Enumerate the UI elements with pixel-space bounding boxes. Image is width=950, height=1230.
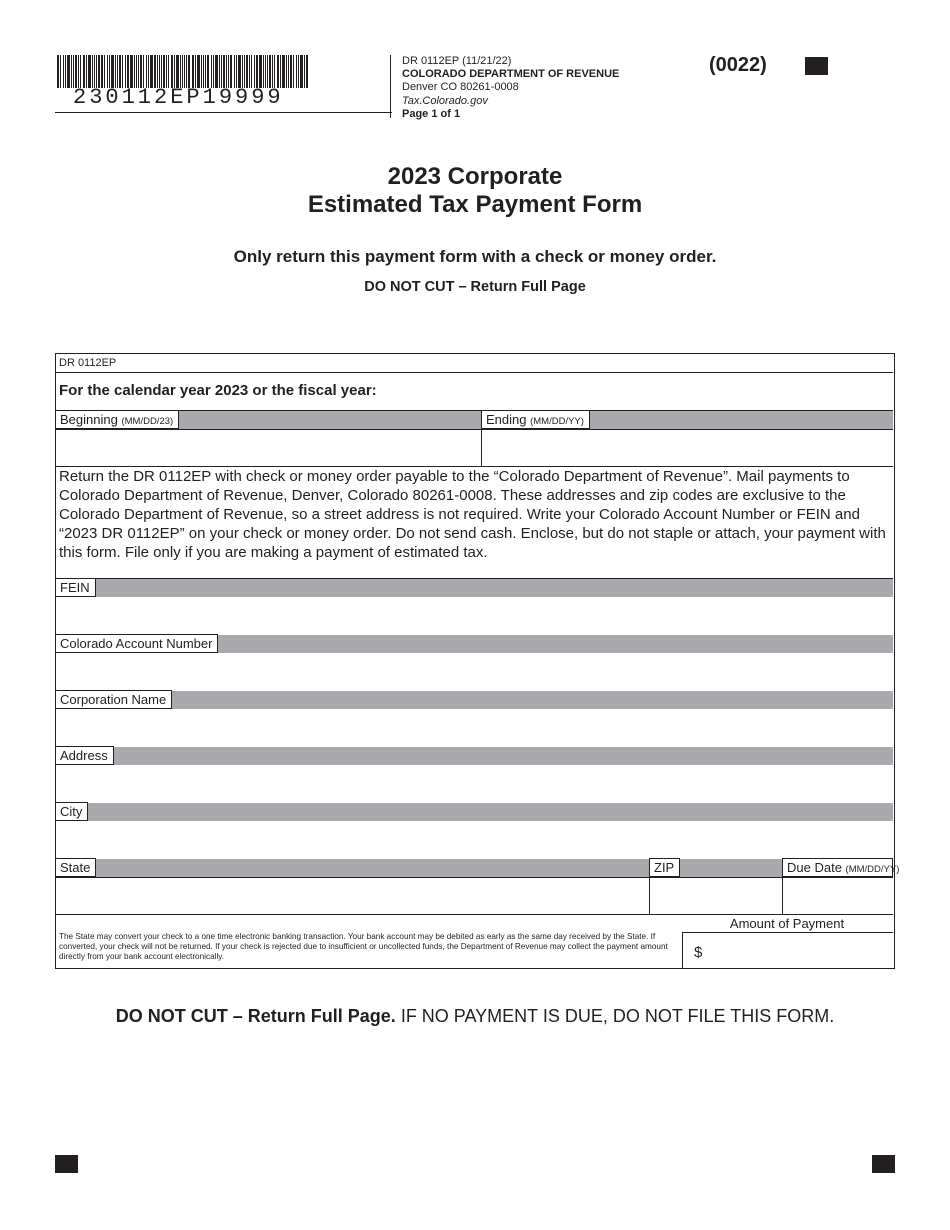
barcode-bar: [246, 55, 248, 88]
payment-form: [55, 353, 900, 969]
form-id: DR 0112EP (11/21/22): [402, 55, 512, 67]
barcode-bar: [192, 55, 194, 88]
barcode-bar: [65, 55, 66, 88]
state-label: State: [56, 858, 96, 877]
barcode-bar: [166, 55, 167, 88]
barcode-bar: [119, 55, 121, 88]
barcode-bar: [115, 55, 116, 88]
barcode-bar: [211, 55, 212, 88]
barcode-bar: [259, 55, 262, 88]
barcode-bar: [88, 55, 91, 88]
barcode-bar: [293, 55, 294, 88]
barcode-bar: [92, 55, 93, 88]
subtitle: Only return this payment form with a check or money order.: [233, 247, 717, 266]
barcode-bar: [94, 55, 95, 88]
beginning-date-field[interactable]: [59, 434, 474, 462]
barcode-bar: [304, 55, 305, 88]
zip-field[interactable]: [653, 881, 778, 911]
barcode-bar: [138, 55, 139, 88]
form-code: (0022): [709, 54, 767, 76]
year-heading: For the calendar year 2023 or the fiscal year:: [59, 382, 377, 399]
barcode-bar: [182, 55, 183, 88]
barcode-bar: [269, 55, 271, 88]
form-tag: DR 0112EP: [59, 357, 117, 369]
barcode-bar: [111, 55, 114, 88]
registration-mark-top-right: [805, 57, 828, 75]
ending-label: Ending (MM/DD/YY): [481, 410, 590, 429]
department-website: Tax.Colorado.gov: [402, 94, 488, 107]
amount-of-payment-label: Amount of Payment: [729, 916, 845, 931]
barcode-bar: [242, 55, 243, 88]
barcode-bar: [228, 55, 229, 88]
city-field[interactable]: [59, 825, 889, 857]
barcode-bar: [168, 55, 169, 88]
barcode-bar: [146, 55, 147, 88]
barcode-bar: [205, 55, 206, 88]
barcode-bar: [188, 55, 190, 88]
barcode-bar: [127, 55, 129, 88]
barcode-bar: [300, 55, 303, 88]
state-field[interactable]: [59, 881, 644, 911]
form-header: [390, 55, 619, 118]
address-label: Address: [56, 746, 114, 765]
barcode-bar: [223, 55, 225, 88]
barcode-bar: [244, 55, 245, 88]
barcode-bar: [159, 55, 160, 88]
barcode-bar: [98, 55, 100, 88]
zip-label: ZIP: [649, 858, 680, 877]
barcode-bar: [197, 55, 200, 88]
corporation-name-field[interactable]: [59, 713, 889, 745]
fein-field[interactable]: [59, 601, 889, 633]
barcode-bar: [63, 55, 64, 88]
barcode-bar: [230, 55, 232, 88]
barcode-bar: [104, 55, 105, 88]
city-label: City: [56, 802, 88, 821]
barcode-bar: [174, 55, 175, 88]
barcode-area: [55, 55, 392, 113]
barcode-bar: [161, 55, 162, 88]
barcode-bar: [207, 55, 209, 88]
barcode-bar: [180, 55, 181, 88]
barcode-bar: [213, 55, 214, 88]
barcode-bar: [251, 55, 252, 88]
registration-mark-bottom-left: [55, 1155, 78, 1173]
barcode-bar: [171, 55, 173, 88]
page-number: Page 1 of 1: [402, 107, 461, 120]
barcode-bar: [136, 55, 137, 88]
barcode-bar: [86, 55, 87, 88]
barcode-bar: [67, 55, 70, 88]
barcode-bar: [143, 55, 144, 88]
account-number-field[interactable]: [59, 657, 889, 689]
barcode-bar: [238, 55, 241, 88]
barcode-bar: [286, 55, 287, 88]
page-title: [0, 163, 950, 219]
barcode-bar: [288, 55, 289, 88]
barcode-bar: [306, 55, 308, 88]
barcode-bar: [219, 55, 220, 88]
barcode-bar: [195, 55, 196, 88]
barcode-bar: [96, 55, 97, 88]
barcode-bar: [107, 55, 108, 88]
due-date-label: Due Date (MM/DD/YY): [782, 858, 893, 877]
barcode-bar: [130, 55, 133, 88]
barcode-bar: [221, 55, 222, 88]
barcode-bar: [272, 55, 273, 88]
barcode-bar: [150, 55, 153, 88]
barcode-bar: [71, 55, 72, 88]
barcode-bar: [226, 55, 227, 88]
barcode-bar: [215, 55, 218, 88]
do-not-cut-notice: DO NOT CUT – Return Full Page: [364, 279, 586, 295]
barcode-bar: [157, 55, 158, 88]
barcode-bar: [186, 55, 187, 88]
department-address: Denver CO 80261-0008: [402, 81, 519, 94]
barcode-bar: [296, 55, 297, 88]
beginning-label: Beginning (MM/DD/23): [56, 410, 179, 429]
barcode-bar: [109, 55, 110, 88]
barcode-bar: [117, 55, 118, 88]
ending-date-field[interactable]: [486, 434, 886, 462]
barcode-number: 230112EP19999: [73, 85, 284, 110]
amount-of-payment-field[interactable]: [711, 937, 889, 965]
footer-bold-text: DO NOT CUT – Return Full Page.: [115, 1006, 396, 1026]
corporation-name-label: Corporation Name: [56, 690, 172, 709]
barcode-bar: [249, 55, 250, 88]
dollar-sign: $: [694, 944, 703, 961]
barcode-bar: [83, 55, 85, 88]
barcode-bar: [154, 55, 156, 88]
barcode-image: [57, 55, 312, 88]
barcode-bar: [148, 55, 149, 88]
barcode-bar: [57, 55, 59, 88]
barcode-bar: [101, 55, 103, 88]
check-conversion-disclaimer: The State may convert your check to a one time electronic banking transaction. Your bank account may be debited as early as the same day received by the State. If converted, your check will not be returned. If your check is rejected due to insufficient or uncollected funds, the Department of Revenue may collect the payment amount directly from your bank account electronically.: [59, 932, 668, 961]
department-name: COLORADO DEPARTMENT OF REVENUE: [402, 68, 620, 81]
instructions-text: Return the DR 0112EP with check or money order payable to the “Colorado Department of Revenue”. Mail payments to Colorado Department of Revenue, Denver, Colorado 80261-0008. These addresses and zip codes are exclusive to the Colorado Department of Revenue, so a street address is not required. Write your Colorado Account Number or FEIN and “2023 DR 0112EP” on your check or money order. Do not send cash. Enclose, but do not staple or attach, your payment with this form. File only if you are making a payment of estimated tax.: [59, 468, 886, 561]
barcode-bar: [236, 55, 237, 88]
barcode-bar: [267, 55, 268, 88]
barcode-bar: [290, 55, 292, 88]
registration-mark-bottom-right: [872, 1155, 895, 1173]
title-line-2: Estimated Tax Payment Form: [307, 191, 643, 218]
barcode-bar: [256, 55, 258, 88]
barcode-bar: [201, 55, 202, 88]
barcode-bar: [122, 55, 123, 88]
barcode-bar: [140, 55, 142, 88]
account-number-label: Colorado Account Number: [56, 634, 218, 653]
barcode-bar: [282, 55, 285, 88]
footer-normal-text: IF NO PAYMENT IS DUE, DO NOT FILE THIS FORM.: [395, 1006, 835, 1026]
fein-label: FEIN: [56, 578, 96, 597]
barcode-bar: [134, 55, 135, 88]
barcode-bar: [254, 55, 255, 88]
barcode-bar: [78, 55, 79, 88]
footer-notice: [0, 1006, 950, 1027]
barcode-bar: [263, 55, 264, 88]
title-line-1: 2023 Corporate: [387, 163, 563, 190]
barcode-bar: [80, 55, 81, 88]
barcode-bar: [203, 55, 204, 88]
due-date-field[interactable]: [786, 881, 889, 911]
barcode-bar: [125, 55, 126, 88]
barcode-bar: [265, 55, 266, 88]
barcode-bar: [280, 55, 281, 88]
barcode-bar: [163, 55, 165, 88]
barcode-bar: [75, 55, 77, 88]
barcode-bar: [73, 55, 74, 88]
address-field[interactable]: [59, 769, 889, 801]
barcode-bar: [274, 55, 275, 88]
barcode-bar: [234, 55, 235, 88]
barcode-bar: [277, 55, 279, 88]
barcode-bar: [184, 55, 185, 88]
barcode-bar: [298, 55, 299, 88]
barcode-bar: [176, 55, 179, 88]
barcode-bar: [60, 55, 61, 88]
